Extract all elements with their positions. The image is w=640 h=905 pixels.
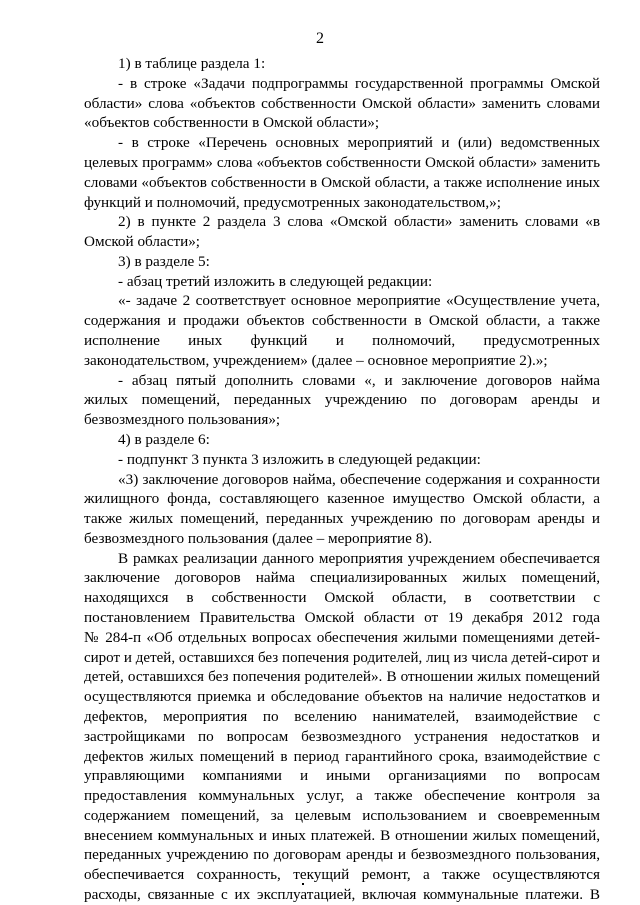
text-line: безвозмездного пользования (далее – мероприятие 8). [84,529,433,547]
text-line: застройщиками по вопросам безвозмездного устранения недостатков и [84,727,600,745]
text-line: - абзац пятый дополнить словами «, и заключение договоров найма [118,371,600,389]
text-line: «3) заключение договоров найма, обеспечение содержания и сохранности [118,470,600,488]
text-line: сирот и детей, оставшихся без попечения родителей, лиц из числа детей-сирот и [84,649,600,666]
text-line: обеспечивается сохранность, текущий ремонт, а также осуществляются [84,866,600,884]
text-line: № 284-п «Об отдельных вопросах обеспечения жилыми помещениями детей- [84,628,600,646]
text-line: В рамках реализации данного мероприятия учреждением обеспечивается [118,549,600,567]
text-line: - абзац третий изложить в следующей редакции: [118,272,433,290]
text-line: внесением коммунальных и иных платежей. В отношении жилых помещений, [84,826,600,844]
text-line: - в строке «Задачи подпрограммы государственной программы Омской [118,74,600,92]
text-line: дефектов, мероприятия по вселению нанимателей, взаимодействие с [84,707,600,725]
text-line: Омской области»; [84,233,201,251]
text-line: заключение договоров найма специализированных жилых помещений, [84,569,600,587]
text-line: расходы, связанные с их эксплуатацией, включая коммунальные платежи. В [84,886,600,903]
text-line: исполнение иных функций и полномочий, предусмотренных [84,332,600,349]
text-line: предоставления коммунальных услуг, а также обеспечение контроля за [84,787,600,805]
text-line: жилых помещений, переданных учреждению по договорам аренды и [84,391,600,409]
text-line: 3) в разделе 5: [118,252,210,270]
text-line: целевых программ» слова «объектов собственности Омской области» заменить [84,153,600,171]
page-number: 2 [316,30,324,47]
text-line: «- задаче 2 соответствует основное мероприятие «Осуществление учета, [118,292,600,310]
text-line: 4) в разделе 6: [118,430,210,448]
text-line: дефектов жилых помещений в период гарантийного срока, взаимодействие с [84,747,600,765]
text-line: - в строке «Перечень основных мероприятий и (или) ведомственных [118,134,600,152]
text-line: содержания и продажи объектов собственности в Омской области, а также [84,312,600,330]
text-line: переданных учреждению по договорам аренды и безвозмездного пользования, [84,846,600,864]
scan-dot [302,883,304,885]
text-line: содержанием помещений, за целевым использованием и своевременным [84,806,600,824]
text-line: области» слова «объектов собственности Омской области» заменить словами [84,94,600,112]
text-line: управляющими компаниями и иными организациями по вопросам [84,767,600,785]
text-line: функций и полномочий, предусмотренных законодательством,»; [84,193,501,211]
text-line: осуществляются приемка и обследование объектов на наличие недостатков и [84,688,600,706]
text-line: законодательством, учреждением» (далее – основное мероприятие 2).»; [84,351,548,369]
text-line: также жилых помещений, переданных учреждению по договорам аренды и [84,510,600,528]
text-line: постановлением Правительства Омской области от 19 декабря 2012 года [84,609,600,626]
text-line: находящихся в собственности Омской области, в соответствии с [84,589,600,607]
text-line: - подпункт 3 пункта 3 изложить в следующей редакции: [118,450,481,468]
text-line: словами «объектов собственности в Омской области, а также исполнение иных [84,173,600,191]
text-line: 2) в пункте 2 раздела 3 слова «Омской области» заменить словами «в [118,213,600,231]
text-line: «объектов собственности в Омской области»; [84,114,380,132]
text-line: детей, оставшихся без попечения родителей». В отношении жилых помещений [84,668,600,686]
text-line: 1) в таблице раздела 1: [118,55,266,72]
text-line: безвозмездного пользования»; [84,411,281,429]
text-line: жилищного фонда, составляющего казенное имущество Омской области, а [84,490,600,508]
